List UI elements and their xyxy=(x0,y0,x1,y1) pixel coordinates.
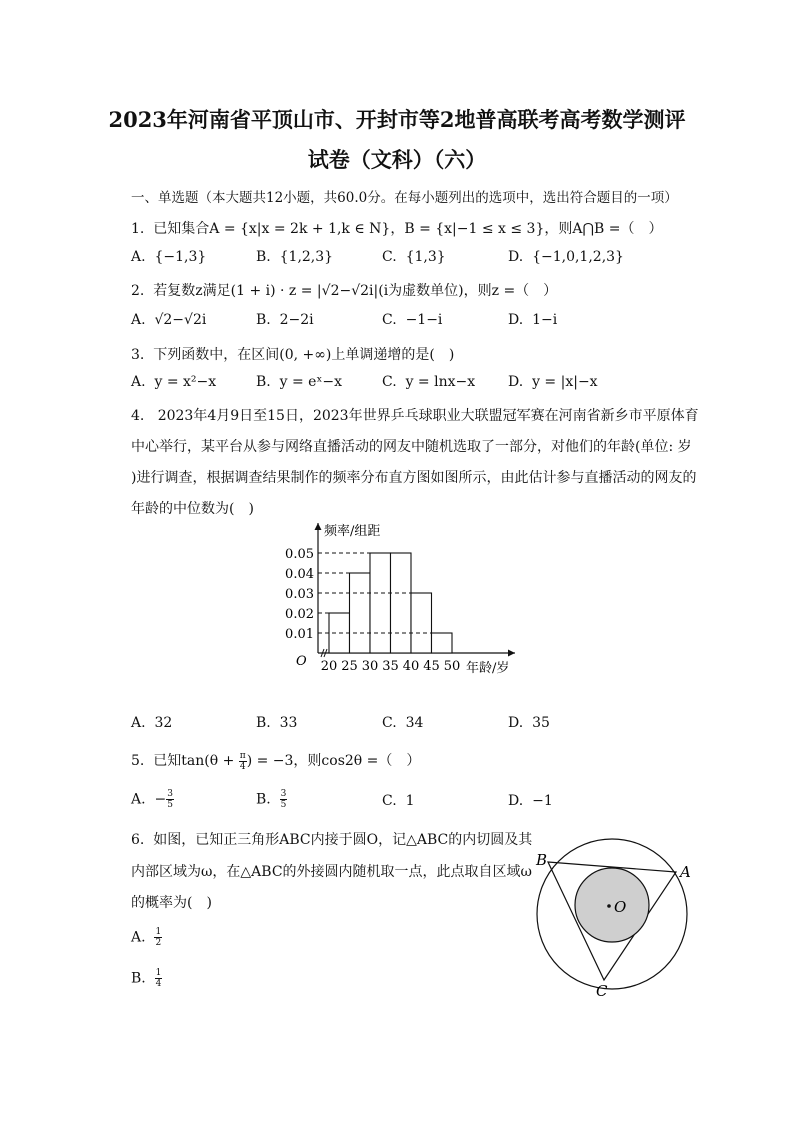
question-3-option-a: A. y = x²−x xyxy=(131,374,217,390)
question-1-stem: 1. 已知集合A = {x|x = 2k + 1,k ∈ N}，B = {x|−1 ≤ x ≤ 3}，则A⋂B =（ ） xyxy=(131,221,663,237)
option-label: A. xyxy=(131,929,146,946)
question-6-stem-line2: 内部区域为ω，在△ABC的外接圆内随机取一点，此点取自区域ω xyxy=(131,864,532,880)
y-axis-label: 频率/组距 xyxy=(324,524,381,539)
origin-label: O xyxy=(296,654,307,669)
section-heading: 一、单选题（本大题共12小题，共60.0分。在每小题列出的选项中，选出符合题目的一项） xyxy=(131,190,678,206)
incircle-region xyxy=(575,868,649,942)
fraction-denominator: 4 xyxy=(239,761,246,772)
label-o: O xyxy=(614,898,627,916)
option-value: 1 xyxy=(405,793,415,809)
question-3-option-b: B. y = eˣ−x xyxy=(256,374,343,390)
question-4-option-c: C. 34 xyxy=(382,715,424,731)
inscribed-triangle-figure xyxy=(528,830,698,1000)
label-c: C xyxy=(596,982,608,1000)
y-tick-label: 0.05 xyxy=(285,547,314,562)
option-label: D. xyxy=(508,793,524,809)
y-tick-label: 0.04 xyxy=(285,567,314,582)
y-tick-label: 0.03 xyxy=(285,587,314,602)
fraction-numerator: 3 xyxy=(280,789,287,799)
question-4-stem-line1: 4. 2023年4月9日至15日，2023年世界乒乓球职业大联盟冠军赛在河南省新乡市平原体育 xyxy=(131,408,699,424)
label-a: A xyxy=(680,863,691,881)
question-5-option-a xyxy=(131,789,174,810)
y-tick-label: 0.02 xyxy=(285,607,314,622)
question-4-stem-line2: 中心举行，某平台从参与网络直播活动的网友中随机选取了一部分，对他们的年龄(单位: 岁 xyxy=(131,439,692,455)
question-4-stem-line4: 年龄的中位数为( ) xyxy=(131,501,254,517)
question-6-stem-line3: 的概率为( ) xyxy=(131,895,212,911)
question-6-stem-line1: 6. 如图，已知正三角形ABC内接于圆O，记△ABC的内切圆及其 xyxy=(131,832,533,848)
age-frequency-histogram xyxy=(280,515,530,680)
question-5-option-b xyxy=(256,789,287,810)
histogram-bar xyxy=(370,553,391,653)
question-4-option-b: B. 33 xyxy=(256,715,298,731)
paper-title-line1: 2023年河南省平顶山市、开封市等2地普高联考高考数学测评 xyxy=(108,107,686,132)
fraction-numerator: 1 xyxy=(155,968,162,978)
option-fraction xyxy=(154,927,162,948)
y-tick-label: 0.01 xyxy=(285,627,314,642)
fraction-denominator: 5 xyxy=(167,800,173,810)
question-3-option-d: D. y = |x|−x xyxy=(508,374,598,390)
question-4-stem-line3: )进行调查，根据调查结果制作的频率分布直方图如图所示，由此估计参与直播活动的网友的 xyxy=(131,470,697,486)
paper-title-line2: 试卷（文科）（六） xyxy=(307,147,487,172)
x-tick-label: 45 xyxy=(423,659,440,674)
question-5-stem xyxy=(131,750,420,772)
center-point xyxy=(607,904,611,908)
question-1-option-d: D. {−1,0,1,2,3} xyxy=(508,249,624,265)
question-2-option-a: A. √2−√2i xyxy=(131,312,207,328)
histogram-bar xyxy=(391,553,412,653)
question-4-option-a: A. 32 xyxy=(131,715,173,731)
x-tick-label: 35 xyxy=(382,659,399,674)
question-3-stem: 3. 下列函数中，在区间(0, +∞)上单调递增的是( ) xyxy=(131,347,455,363)
x-tick-label: 25 xyxy=(341,659,358,674)
question-2-stem: 2. 若复数z满足(1 + i) · z = |√2−√2i|(i为虚数单位)，则z =（ ） xyxy=(131,283,558,299)
question-2-option-c: C. −1−i xyxy=(382,312,443,328)
histogram-bar xyxy=(411,593,432,653)
option-fraction xyxy=(280,789,288,810)
question-6-option-a xyxy=(131,927,162,948)
x-tick-label: 50 xyxy=(443,659,461,674)
question-4-option-d: D. 35 xyxy=(508,715,550,731)
option-label: B. xyxy=(131,970,146,987)
question-2-option-b: B. 2−2i xyxy=(256,312,314,328)
question-2-option-d: D. 1−i xyxy=(508,312,558,328)
question-5-stem-pre: 5. 已知tan(θ + xyxy=(131,753,239,769)
histogram-bar xyxy=(432,633,453,653)
option-label: C. xyxy=(382,793,397,809)
option-sign: − xyxy=(154,791,167,808)
option-fraction xyxy=(155,968,163,989)
fraction-numerator: 3 xyxy=(167,789,173,799)
option-value: −1 xyxy=(532,793,553,809)
fraction-numerator: π xyxy=(239,750,246,761)
x-axis-label: 年龄/岁 xyxy=(466,661,510,676)
option-label: A. xyxy=(131,791,146,808)
fraction-numerator: 1 xyxy=(155,927,162,937)
question-5-stem-post: ) = −3，则cos2θ =（ ） xyxy=(246,753,421,769)
histogram-bar xyxy=(350,573,371,653)
x-tick-label: 30 xyxy=(361,659,379,674)
question-1-option-a: A. {−1,3} xyxy=(131,249,207,265)
question-6-option-b xyxy=(131,968,162,989)
question-3-option-c: C. y = lnx−x xyxy=(382,374,476,390)
question-5-option-c xyxy=(382,793,415,809)
label-b: B xyxy=(536,851,548,869)
fraction-denominator: 5 xyxy=(280,800,287,810)
x-tick-label: 40 xyxy=(402,659,420,674)
option-label: B. xyxy=(256,791,271,808)
fraction-denominator: 2 xyxy=(155,938,162,948)
question-5-option-d xyxy=(508,793,553,809)
question-1-option-c: C. {1,3} xyxy=(382,249,446,265)
pi-over-4-fraction xyxy=(239,751,247,772)
option-fraction xyxy=(166,789,174,810)
x-tick-label: 20 xyxy=(320,659,338,674)
question-1-option-b: B. {1,2,3} xyxy=(256,249,334,265)
fraction-denominator: 4 xyxy=(155,979,162,989)
